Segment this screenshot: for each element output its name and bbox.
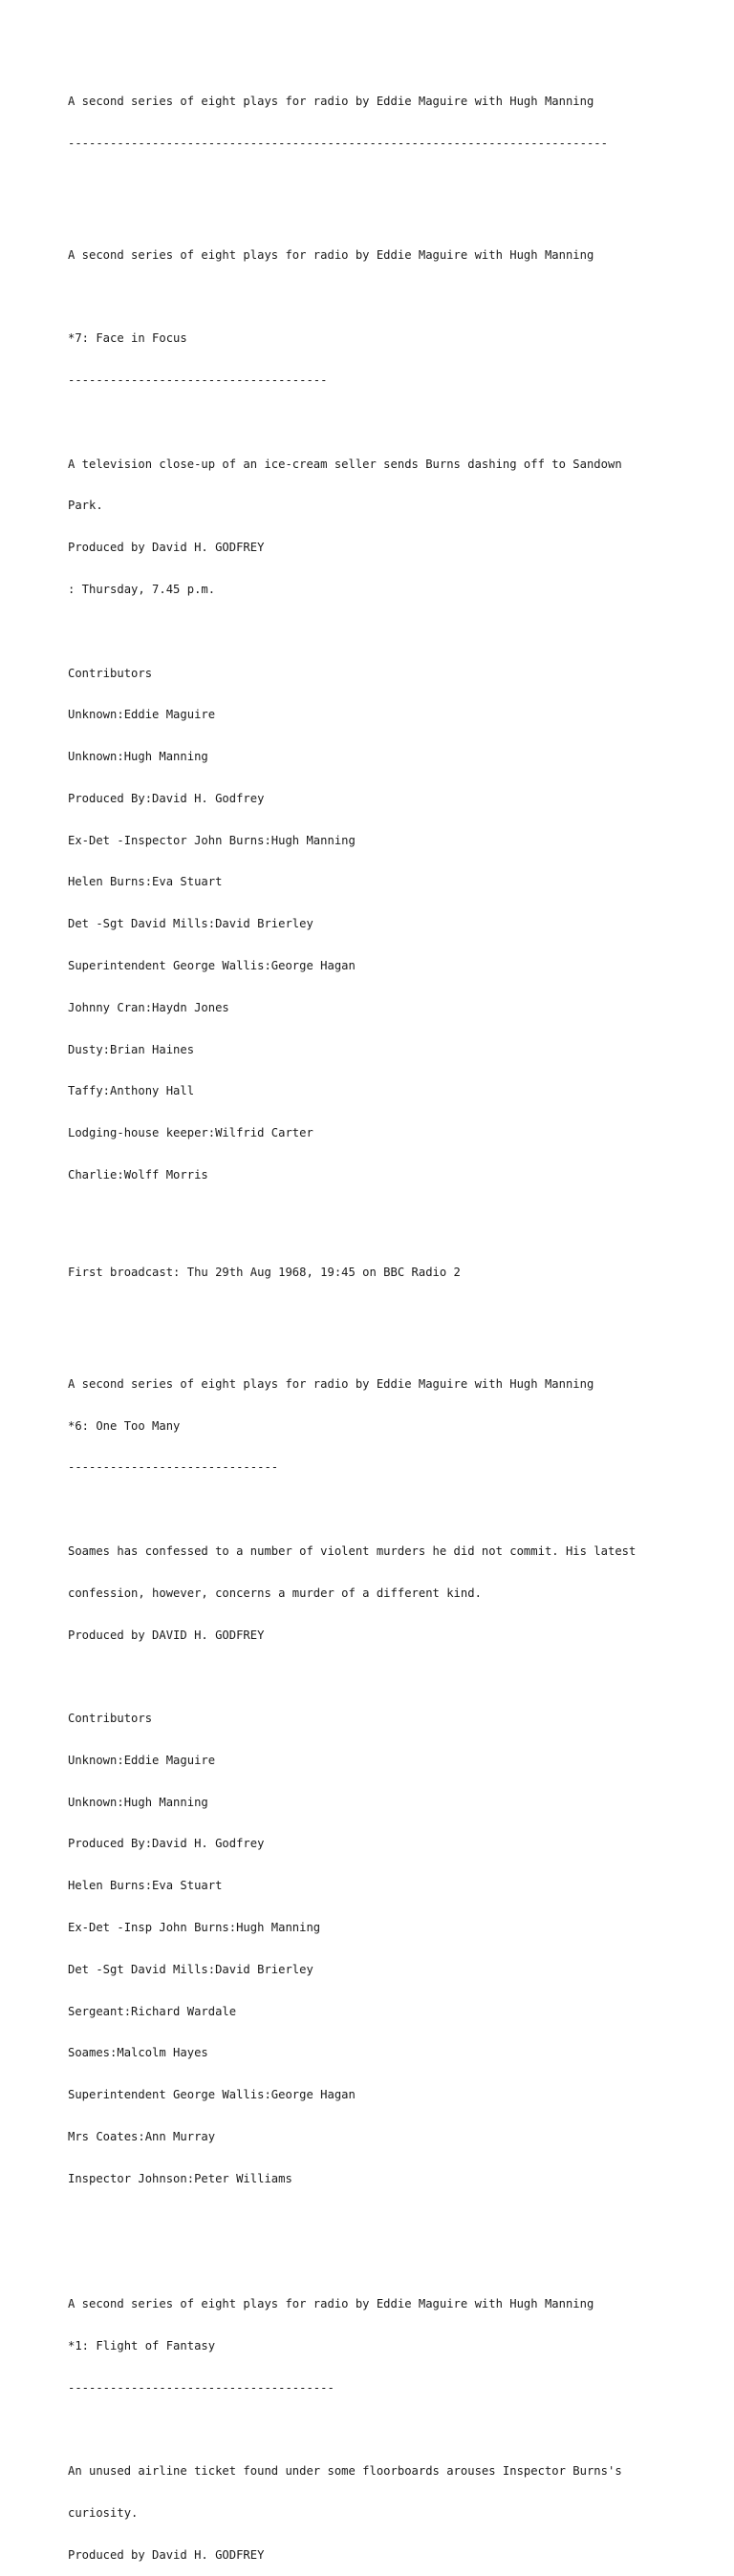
ep7-rule: ------------------------------------- (68, 373, 328, 388)
ep6-contributor: Sergeant:Richard Wardale (68, 2004, 237, 2018)
ep7-title: *7: Face in Focus (68, 331, 187, 346)
ep6-contributor: Mrs Coates:Ann Murray (68, 2129, 216, 2143)
ep1-synopsis-1: An unused airline ticket found under some floorboards arouses Inspector Burns's (68, 2464, 622, 2479)
ep6-title: *6: One Too Many (68, 1418, 181, 1433)
ep7-contributor: Taffy:Anthony Hall (68, 1084, 195, 1098)
ep1-producer: Produced by David H. GODFREY (68, 2547, 265, 2562)
ep7-contributor: Produced By:David H. Godfrey (68, 791, 265, 805)
ep6-contributor: Superintendent George Wallis:George Hagan (68, 2088, 356, 2102)
ep7-contributor: Charlie:Wolff Morris (68, 1167, 208, 1182)
ep7-contributor: Unknown:Hugh Manning (68, 750, 208, 764)
ep7-contributor: Dusty:Brian Haines (68, 1042, 195, 1056)
ep1-title: *1: Flight of Fantasy (68, 2338, 216, 2352)
ep6-contributor: Inspector Johnson:Peter Williams (68, 2171, 292, 2185)
ep6-synopsis-1: Soames has confessed to a number of violent murders he did not commit. His latest (68, 1543, 637, 1558)
ep7-synopsis-2: Park. (68, 499, 103, 513)
ep6-contributor: Ex-Det -Insp John Burns:Hugh Manning (68, 1920, 321, 1934)
ep7-contributor: Helen Burns:Eva Stuart (68, 875, 223, 889)
ep6-contributor: Det -Sgt David Mills:David Brierley (68, 1962, 313, 1976)
ep7-broadcast: First broadcast: Thu 29th Aug 1968, 19:45 on BBC Radio 2 (68, 1266, 461, 1280)
ep7-contributor: Johnny Cran:Haydn Jones (68, 1000, 229, 1014)
ep6-synopsis-2: confession, however, concerns a murder of a different kind. (68, 1586, 482, 1600)
document-body (68, 67, 718, 2576)
ep7-time: : Thursday, 7.45 p.m. (68, 582, 216, 596)
ep7-producer: Produced by David H. GODFREY (68, 541, 265, 555)
ep6-contributor: Unknown:Eddie Maguire (68, 1753, 216, 1767)
ep6-contributor: Helen Burns:Eva Stuart (68, 1879, 223, 1893)
ep6-contributors-heading: Contributors (68, 1712, 153, 1726)
ep7-contributor: Superintendent George Wallis:George Hagan (68, 959, 356, 972)
ep7-contributors-heading: Contributors (68, 666, 153, 680)
ep7-contributor: Ex-Det -Inspector John Burns:Hugh Manning (68, 833, 356, 847)
ep7-contributor: Unknown:Eddie Maguire (68, 708, 216, 722)
ep1-rule: -------------------------------------- (68, 2380, 335, 2395)
ep6-producer: Produced by DAVID H. GODFREY (68, 1628, 265, 1642)
ep6-series: A second series of eight plays for radio by Eddie Maguire with Hugh Manning (68, 1376, 594, 1391)
ep6-contributor: Soames:Malcolm Hayes (68, 2046, 208, 2060)
document-title: A second series of eight plays for radio by Eddie Maguire with Hugh Manning (68, 95, 594, 109)
ep6-contributor: Unknown:Hugh Manning (68, 1795, 208, 1809)
ep7-series: A second series of eight plays for radio by Eddie Maguire with Hugh Manning (68, 247, 594, 262)
title-rule: ----------------------------------------------------------------------------- (68, 136, 608, 150)
ep1-synopsis-2: curiosity. (68, 2505, 139, 2520)
ep6-rule: ------------------------------ (68, 1460, 279, 1475)
ep1-series: A second series of eight plays for radio by Eddie Maguire with Hugh Manning (68, 2297, 594, 2310)
ep7-contributor: Det -Sgt David Mills:David Brierley (68, 917, 313, 931)
ep7-synopsis-1: A television close-up of an ice-cream seller sends Burns dashing off to Sandown (68, 457, 622, 471)
ep7-contributor: Lodging-house keeper:Wilfrid Carter (68, 1126, 313, 1140)
ep6-contributor: Produced By:David H. Godfrey (68, 1837, 265, 1851)
